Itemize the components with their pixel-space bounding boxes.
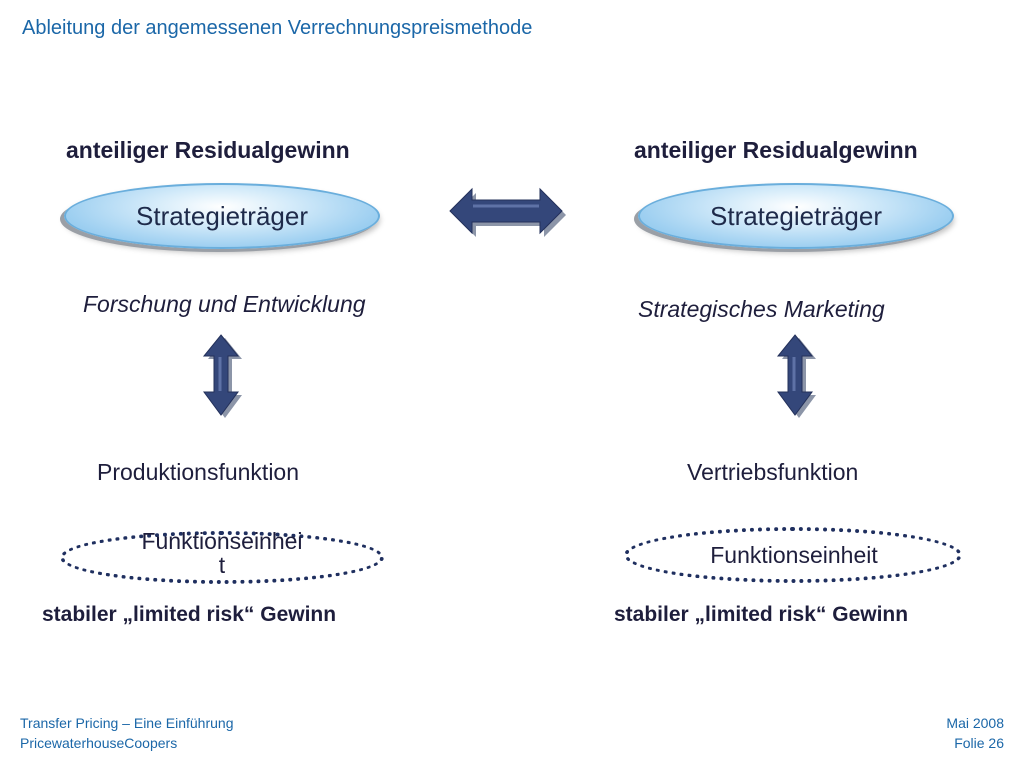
right-profit-label: stabiler „limited risk“ Gewinn [614,603,909,626]
footer-presentation-title: Transfer Pricing – Eine Einführung [20,715,234,731]
footer-left [20,713,233,753]
left-unit-label-line1: Funktionseinhei [141,528,303,554]
slide-title: Ableitung der angemessenen Verrechnungspreismethode [22,17,533,39]
footer-company: PricewaterhouseCoopers [20,735,178,751]
left-ellipse-label: Strategieträger [136,200,308,231]
left-heading: anteiliger Residualgewinn [66,137,350,163]
double-arrow-vertical-icon [772,333,822,421]
right-ellipse-label: Strategieträger [710,200,882,231]
footer-right [946,713,1004,753]
left-profit-label: stabiler „limited risk“ Gewinn [42,603,337,626]
footer-slide-number: Folie 26 [954,735,1004,751]
left-unit-label-line2: t [218,552,226,578]
double-arrow-horizontal-icon [448,185,572,241]
right-italic-label: Strategisches Marketing [638,296,885,322]
double-arrow-vertical-icon [198,333,248,421]
right-function-label: Vertriebsfunktion [687,459,859,485]
right-strategy-ellipse [638,183,954,249]
left-unit-label [112,529,332,577]
left-function-label: Produktionsfunktion [97,459,300,485]
footer-date: Mai 2008 [946,715,1004,731]
right-heading: anteiliger Residualgewinn [634,137,918,163]
left-italic-label: Forschung und Entwicklung [83,291,366,317]
left-strategy-ellipse [64,183,380,249]
right-unit-label: Funktionseinheit [710,542,878,568]
